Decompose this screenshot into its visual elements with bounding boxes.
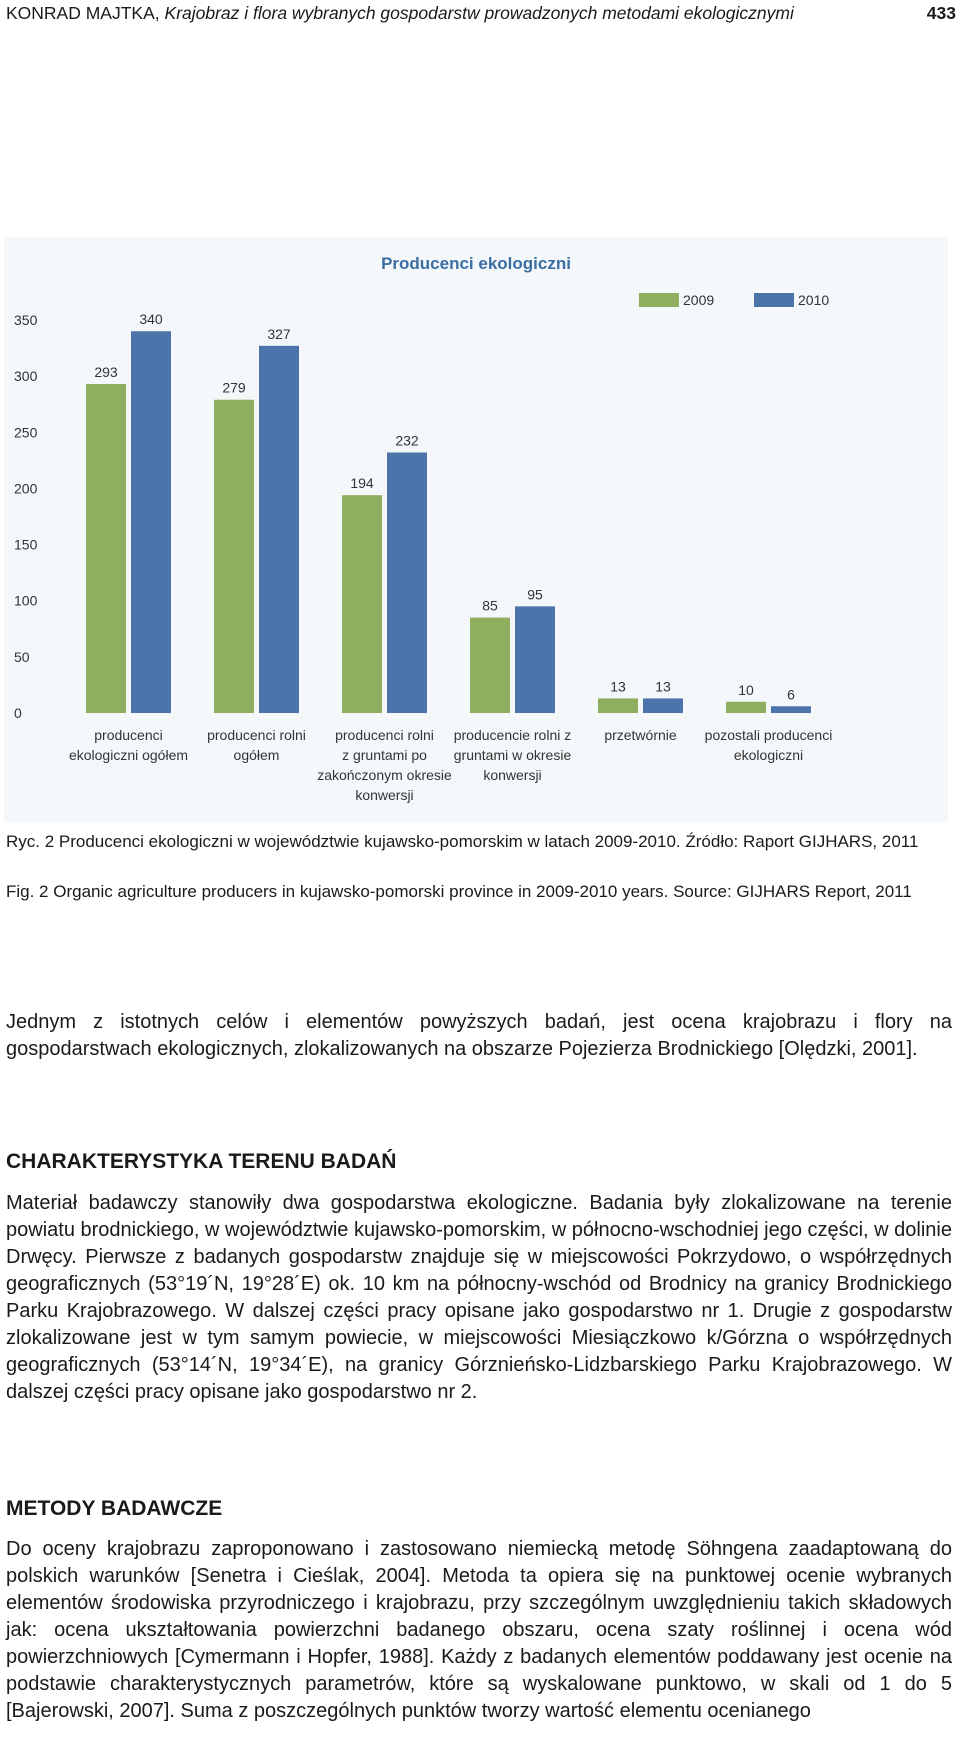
bar-2010-4 [643,698,683,713]
bar-2009-1 [214,400,254,713]
category-label: pozostali producenci [704,727,833,743]
category-label: ogółem [233,747,280,763]
y-tick-label: 300 [14,368,38,385]
bar-2009-0 [86,384,126,713]
bar-chart [4,237,948,822]
data-label: 6 [787,686,795,703]
data-label: 340 [139,311,163,328]
page-number: 433 [926,3,956,23]
header-author: KONRAD MAJTKA, [6,3,160,23]
chart-title: Producenci ekologiczni [381,254,571,273]
data-label: 13 [610,678,626,695]
y-tick-label: 50 [14,648,30,665]
legend-label-2010: 2010 [798,292,830,308]
category-label: z gruntami po [342,747,427,763]
bar-2010-5 [771,706,811,713]
data-label: 279 [222,379,246,396]
header-title: Krajobraz i flora wybranych gospodarstw prowadzonych metodami ekologicznymi [164,3,794,23]
category-label: producencie rolni z [453,727,572,743]
y-tick-label: 150 [14,536,38,553]
data-label: 10 [738,681,754,698]
legend-swatch-2009 [639,293,679,307]
category-label: przetwórnie [604,727,677,743]
category-label: zakończonym okresie [317,767,452,783]
data-label: 13 [655,678,671,695]
category-label: konwersji [483,767,542,783]
methods-paragraph: Do oceny krajobrazu zaproponowano i zastosowano niemiecką metodę Söhngena zaadaptowaną do polskich warunków [Senetra i Cieślak, 2004]. Metoda ta opiera się na punktowej ocenie wybranych elementów środowiska przyrodniczego i krajobrazu, przy szczególnym uwzględnieniu takich składowych jak: ocena ukształtowania powierzchni badanego obszaru, ocena szaty roślinnej i ocena wód powierzchniowych [Cymermann i Hopfer, 1988]. Każdy z badanych elementów poddawany jest ocenie na podstawie charakterystycznych parametrów, które są wyskalowane punktowo, w skali od 1 do 5 [Bajerowski, 2007]. Suma z poszczególnych punktów tworzy wartość elementu ocenianego [6,1538,952,1722]
data-label: 95 [527,586,543,603]
bar-2009-2 [342,495,382,713]
legend-label-2009: 2009 [683,292,715,308]
bar-2010-3 [515,606,555,713]
y-tick-label: 100 [14,592,38,609]
category-label: konwersji [355,787,414,803]
legend-swatch-2010 [754,293,794,307]
data-label: 194 [350,475,374,492]
intro-paragraph: Jednym z istotnych celów i elementów powyższych badań, jest ocena krajobrazu i flory na gospodarstwach ekologicznych, zlokalizowanych na obszarze Pojezierza Brodnickiego [Olędzki, 2001]. [6,1011,952,1060]
bar-2010-1 [259,346,299,713]
section-heading-terrain: CHARAKTERYSTYKA TERENU BADAŃ [6,1150,397,1173]
y-tick-label: 250 [14,424,38,441]
data-label: 232 [395,432,419,449]
y-tick-label: 350 [14,312,38,328]
category-label: gruntami w okresie [453,747,572,763]
bar-2009-4 [598,698,638,713]
figure-caption-pl: Ryc. 2 Producenci ekologiczni w województwie kujawsko-pomorskim w latach 2009-2010. Źródło: Raport GIJHARS, 2011 [6,832,919,851]
section-heading-methods: METODY BADAWCZE [6,1497,223,1520]
category-label: producenci rolni [207,727,306,743]
category-label: ekologiczni ogółem [68,747,189,763]
running-header [6,0,956,26]
data-label: 85 [482,597,498,614]
category-label: producenci [94,727,163,743]
category-label: ekologiczni [733,747,804,763]
bar-chart-figure [4,237,948,822]
figure-caption-en: Fig. 2 Organic agriculture producers in kujawsko-pomorski province in 2009-2010 years. Source: GIJHARS Report, 2011 [6,882,912,901]
y-tick-label: 200 [14,480,38,497]
bar-2009-3 [470,618,510,713]
y-tick-label: 0 [14,705,22,721]
category-label: producenci rolni [335,727,434,743]
terrain-paragraph: Materiał badawczy stanowiły dwa gospodarstwa ekologiczne. Badania były zlokalizowane na terenie powiatu brodnickiego, w województwie kujawsko-pomorskim, w północno-wschodniej jego części, w dolinie Drwęcy. Pierwsze z badanych gospodarstw znajduje się w miejscowości Pokrzydowo, o współrzędnych geograficznych (53°19´N, 19°28´E) ok. 10 km na północny-wschód od Brodnicy na granicy Brodnickiego Parku Krajobrazowego. W dalszej części pracy opisane jako gospodarstwo nr 1. Drugie z gospodarstw zlokalizowane jest w tym samym powiecie, w miejscowości Miesiączkowo k/Górzna o współrzędnych geograficznych (53°14´N, 19°34´E), na granicy Górznieńsko-Lidzbarskiego Parku Krajobrazowego. W dalszej części pracy opisane jako gospodarstwo nr 2. [6,1192,952,1403]
bar-2010-0 [131,331,171,713]
data-label: 293 [94,364,118,381]
bar-2009-5 [726,702,766,713]
data-label: 327 [267,325,291,342]
bar-2010-2 [387,452,427,713]
